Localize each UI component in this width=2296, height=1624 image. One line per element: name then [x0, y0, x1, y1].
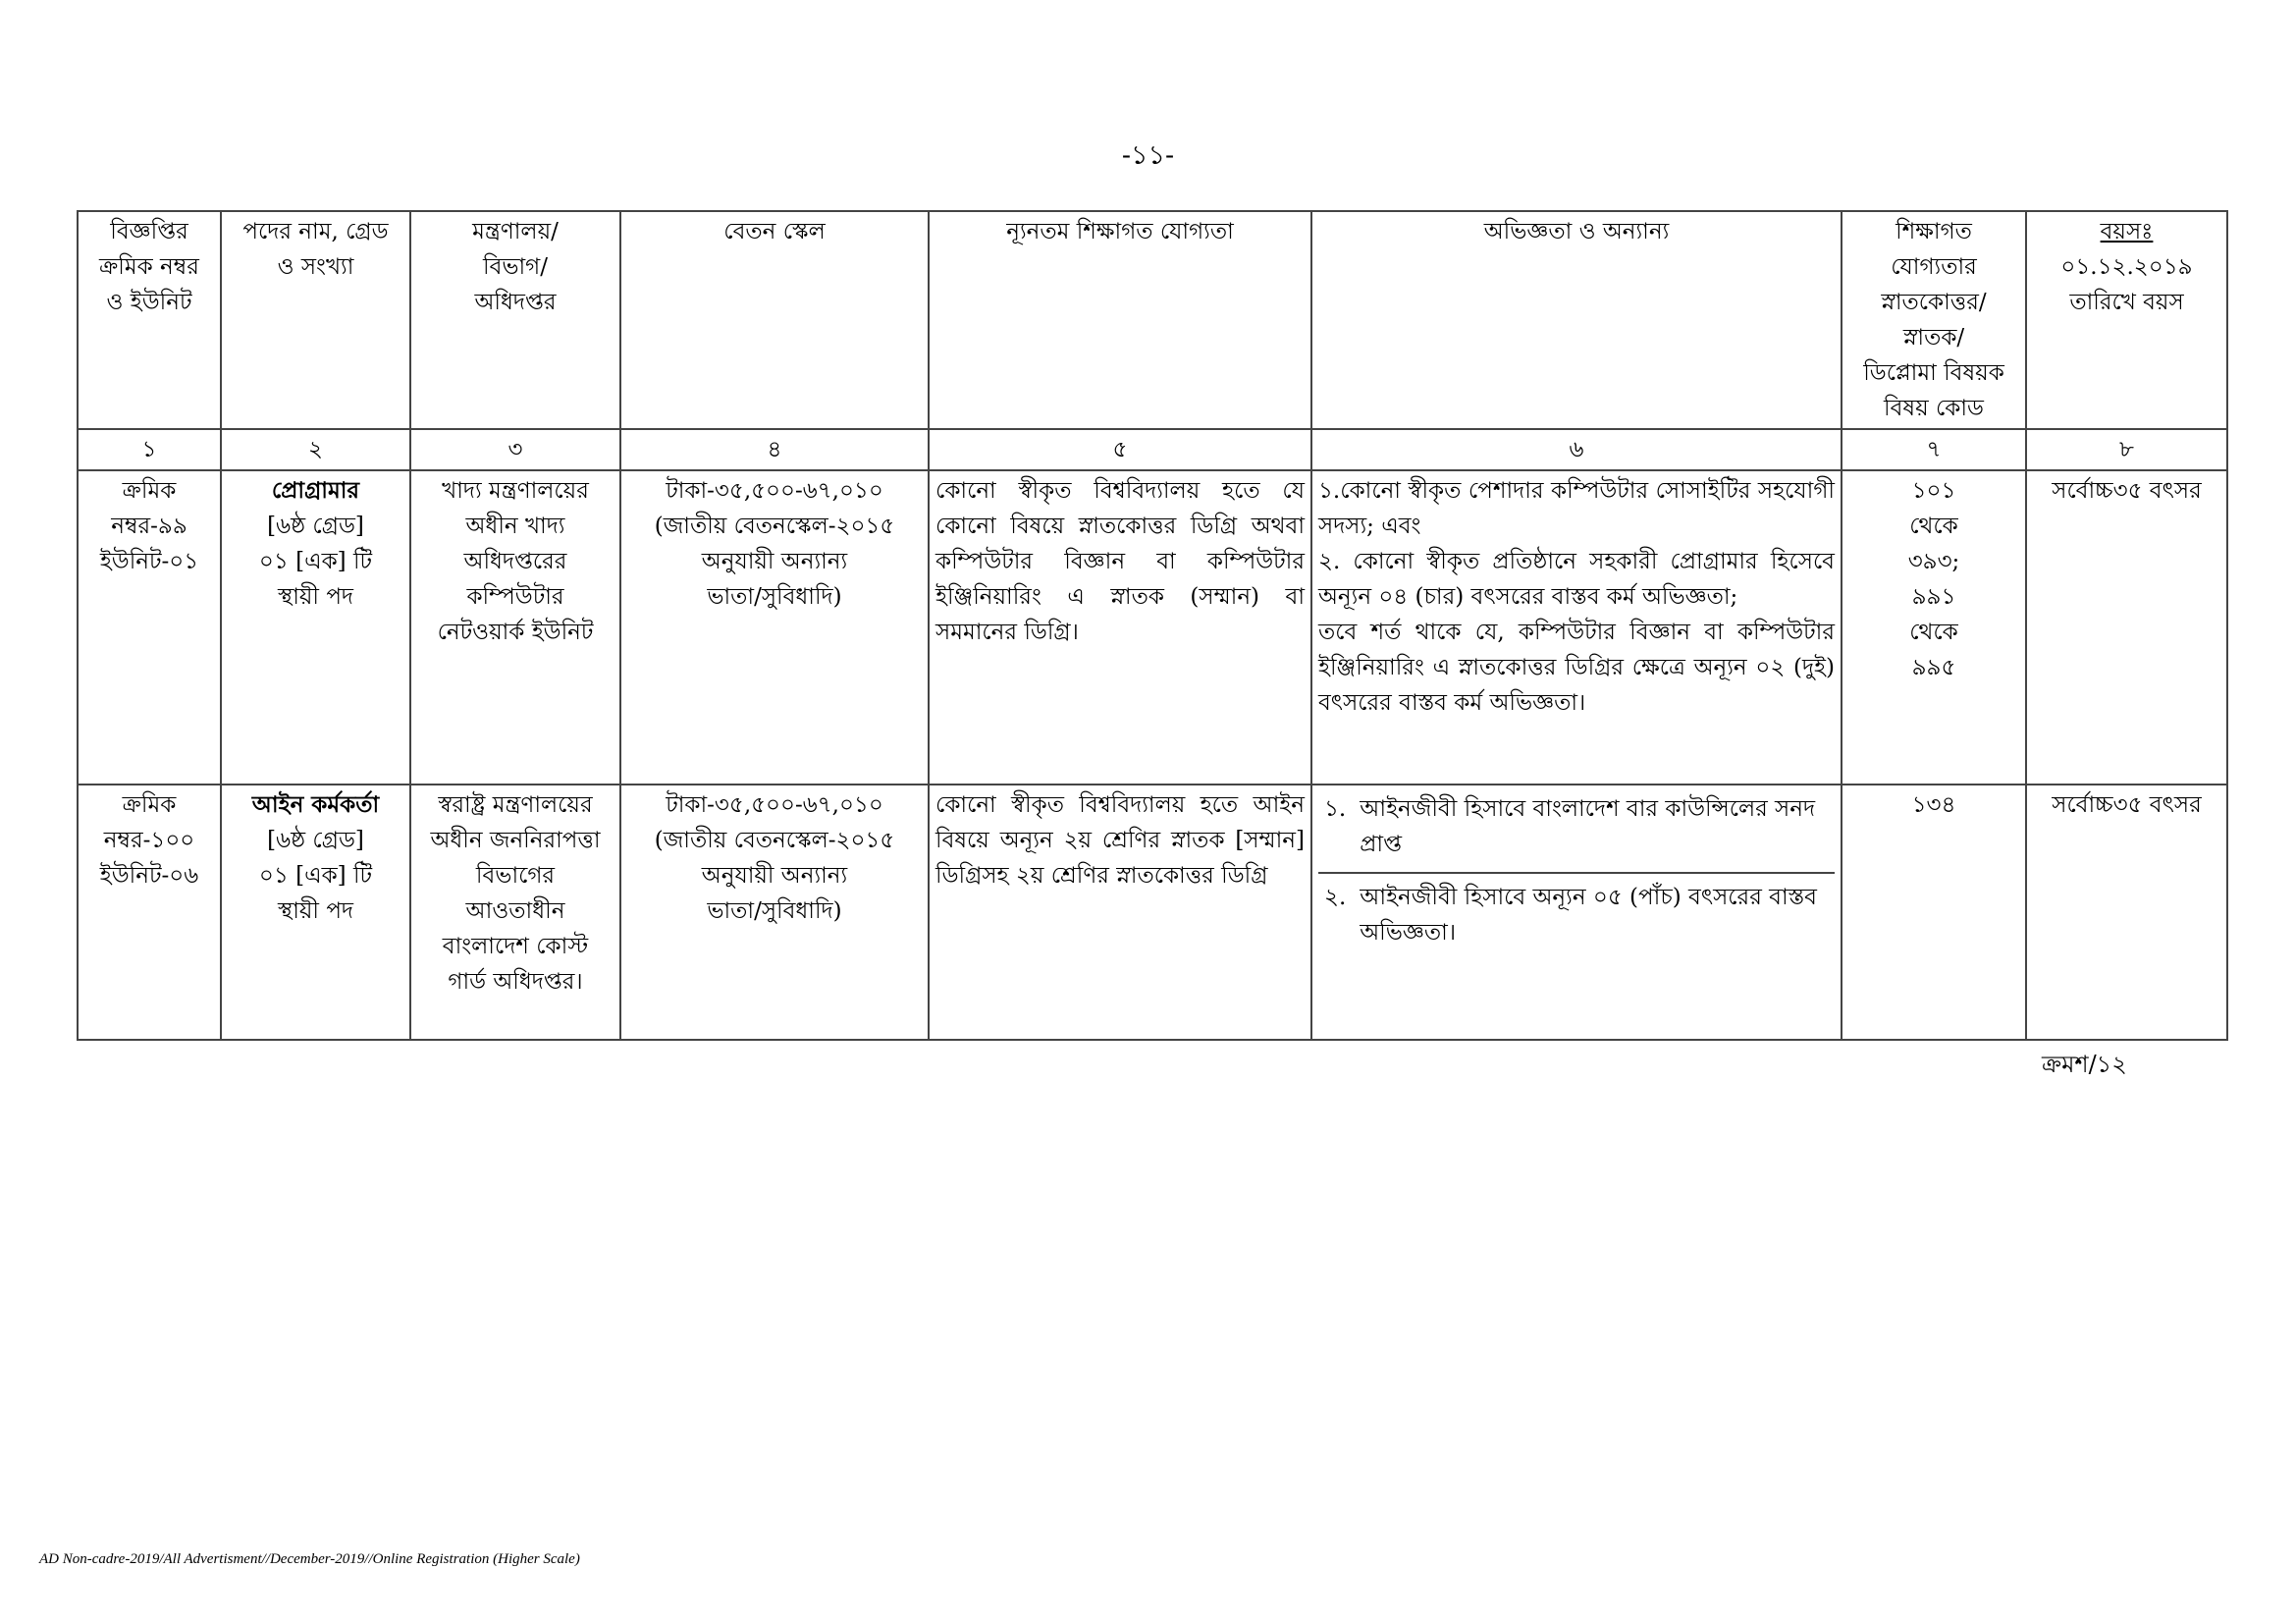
post-cell: আইন কর্মকর্তা [৬ষ্ঠ গ্রেড] ০১ [এক] টি স্থায়ী পদ: [221, 785, 410, 1040]
subject-code-cell: ১০১ থেকে ৩৯৩; ৯৯১ থেকে ৯৯৫: [1842, 470, 2026, 785]
header-row: [78, 211, 2227, 429]
header-age: বয়সঃ ০১.১২.২০১৯ তারিখে বয়স: [2026, 211, 2227, 429]
serial-unit-cell: ক্রমিক নম্বর-১০০ ইউনিট-০৬: [78, 785, 221, 1040]
header-qualification: ন্যূনতম শিক্ষাগত যোগ্যতা: [929, 211, 1311, 429]
column-number: ৮: [2026, 429, 2227, 470]
table-row: [78, 785, 2227, 1040]
qualification-cell: কোনো স্বীকৃত বিশ্ববিদ্যালয় হতে যে কোনো বিষয়ে স্নাতকোত্তর ডিগ্রি অথবা কম্পিউটার বিজ্ঞান বা কম্পিউটার ইঞ্জিনিয়ারিং এ স্নাতক (সম্মান) বা সমমানের ডিগ্রি।: [929, 470, 1311, 785]
header-serial-unit: বিজ্ঞপ্তির ক্রমিক নম্বর ও ইউনিট: [78, 211, 221, 429]
post-title: আইন কর্মকর্তা: [251, 791, 380, 818]
ministry-cell: স্বরাষ্ট্র মন্ত্রণালয়ের অধীন জননিরাপত্তা বিভাগের আওতাধীন বাংলাদেশ কোস্ট গার্ড অধিদপ্তর।: [410, 785, 620, 1040]
column-number: ১: [78, 429, 221, 470]
pay-scale-cell: টাকা-৩৫,৫০০-৬৭,০১০ (জাতীয় বেতনস্কেল-২০১৫ অনুযায়ী অন্যান্য ভাতা/সুবিধাদি): [620, 470, 929, 785]
header-pay-scale: বেতন স্কেল: [620, 211, 929, 429]
header-ministry: মন্ত্রণালয়/ বিভাগ/ অধিদপ্তর: [410, 211, 620, 429]
experience-cell: ১.কোনো স্বীকৃত পেশাদার কম্পিউটার সোসাইটির সহযোগী সদস্য; এবং ২. কোনো স্বীকৃত প্রতিষ্ঠানে সহকারী প্রোগ্রামার হিসেবে অন্যূন ০৪ (চার) বৎসরের বাস্তব কর্ম অভিজ্ঞতা; তবে শর্ত থাকে যে, কম্পিউটার বিজ্ঞান বা কম্পিউটার ইঞ্জিনিয়ারিং এ স্নাতকোত্তর ডিগ্রির ক্ষেত্রে অন্যূন ০২ (দুই) বৎসরের বাস্তব কর্ম অভিজ্ঞতা।: [1311, 470, 1842, 785]
column-number-row: [78, 429, 2227, 470]
experience-item: ১. আইনজীবী হিসাবে বাংলাদেশ বার কাউন্সিলের সনদ প্রাপ্ত: [1324, 796, 1816, 857]
footer-reference: AD Non-cadre-2019/All Advertisment//December-2019//Online Registration (Higher Scale): [39, 1551, 580, 1567]
column-number: ৫: [929, 429, 1311, 470]
pay-scale-cell: টাকা-৩৫,৫০০-৬৭,০১০ (জাতীয় বেতনস্কেল-২০১৫ অনুযায়ী অন্যান্য ভাতা/সুবিধাদি): [620, 785, 929, 1040]
header-post-grade-count: পদের নাম, গ্রেড ও সংখ্যা: [221, 211, 410, 429]
serial-unit-cell: ক্রমিক নম্বর-৯৯ ইউনিট-০১: [78, 470, 221, 785]
column-number: ৬: [1311, 429, 1842, 470]
header-subject-code: শিক্ষাগত যোগ্যতার স্নাতকোত্তর/ স্নাতক/ ডিপ্লোমা বিষয়ক বিষয় কোড: [1842, 211, 2026, 429]
ministry-cell: খাদ্য মন্ত্রণালয়ের অধীন খাদ্য অধিদপ্তরের কম্পিউটার নেটওয়ার্ক ইউনিট: [410, 470, 620, 785]
page-number: -১১-: [1121, 140, 1175, 171]
column-number: ৭: [1842, 429, 2026, 470]
age-cell: সর্বোচ্চ৩৫ বৎসর: [2026, 785, 2227, 1040]
age-cell: সর্বোচ্চ৩৫ বৎসর: [2026, 470, 2227, 785]
subject-code-cell: ১৩৪: [1842, 785, 2026, 1040]
column-number: ৪: [620, 429, 929, 470]
continued-note: ক্রমশ/১২: [2042, 1051, 2127, 1078]
column-number: ৩: [410, 429, 620, 470]
post-title: প্রোগ্রামার: [271, 477, 360, 504]
experience-cell: [1311, 785, 1842, 1040]
column-number: ২: [221, 429, 410, 470]
table-row: [78, 470, 2227, 785]
qualification-cell: কোনো স্বীকৃত বিশ্ববিদ্যালয় হতে আইন বিষয়ে অন্যূন ২য় শ্রেণির স্নাতক [সম্মান] ডিগ্রিসহ ২য় শ্রেণির স্নাতকোত্তর ডিগ্রি: [929, 785, 1311, 1040]
header-experience: অভিজ্ঞতা ও অন্যান্য: [1311, 211, 1842, 429]
experience-item: ২. আইনজীবী হিসাবে অন্যূন ০৫ (পাঁচ) বৎসরের বাস্তব অভিজ্ঞতা।: [1318, 872, 1835, 954]
vacancy-table: [77, 210, 2228, 1041]
post-cell: প্রোগ্রামার [৬ষ্ঠ গ্রেড] ০১ [এক] টি স্থায়ী পদ: [221, 470, 410, 785]
